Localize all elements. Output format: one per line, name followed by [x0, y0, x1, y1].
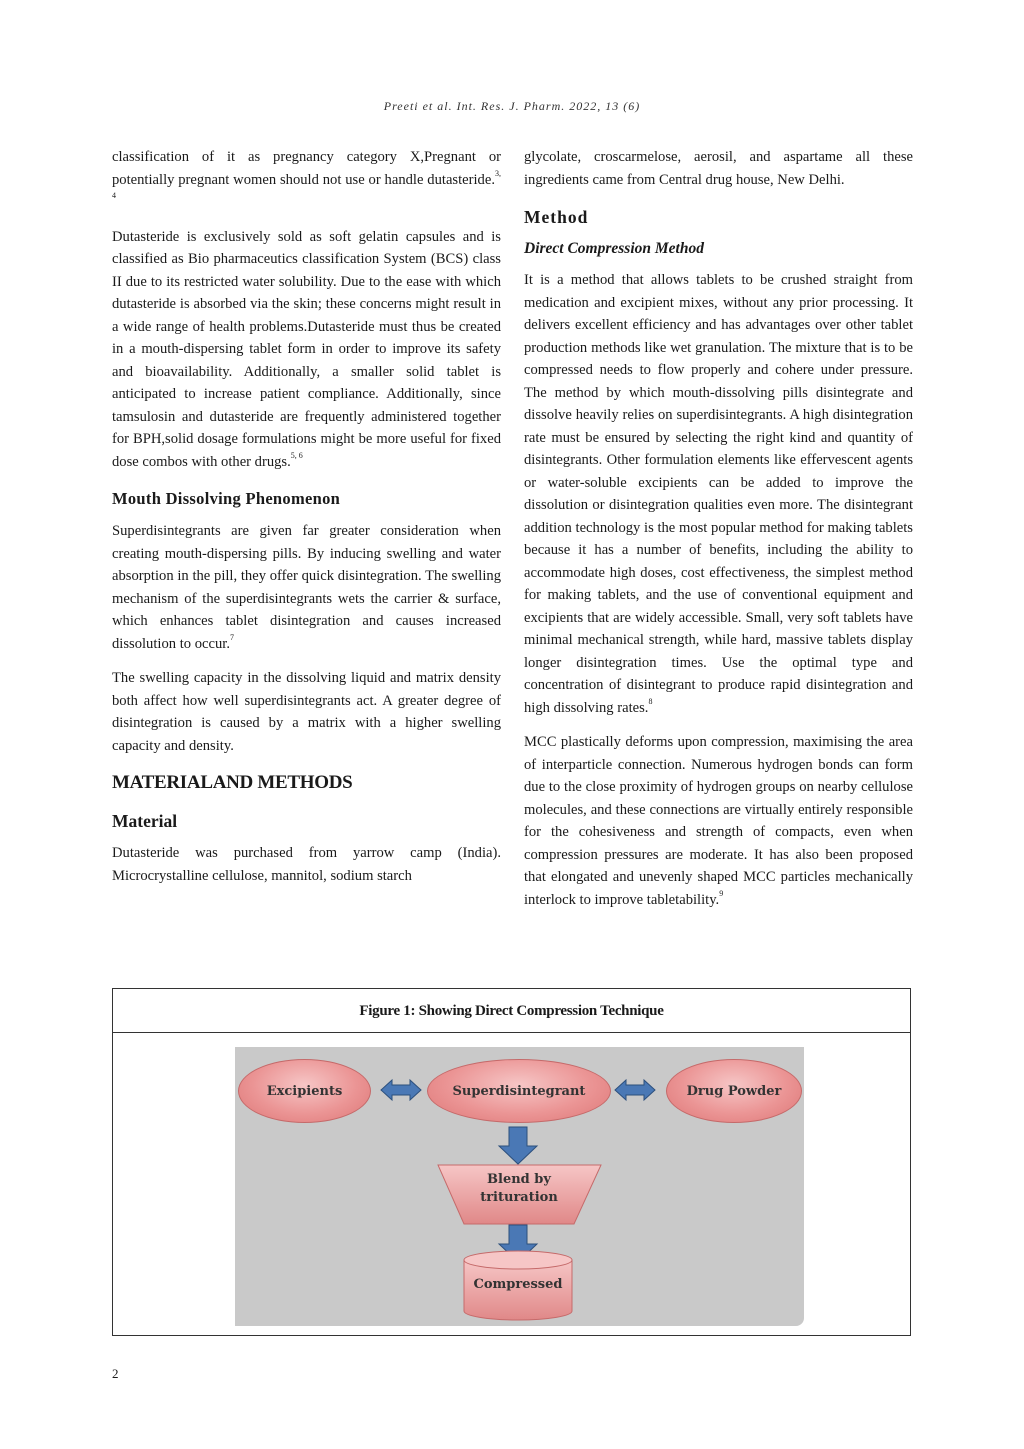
paragraph: It is a method that allows tablets to be crushed straight from medication and excipient mixes, without any prior processing. It delivers excellent efficiency and has advantages over other tablet production methods like wet granulation. The mixture that is to be compressed needs to flow properly and cohere under pressure. The method by which mouth-dissolving pills disintegrate and dissolve heavily relies on superdisintegrants. A high disintegration rate must be ensured by selecting the right kind and quantity of disintegrants. Other formulation elements like effervescent agents or water-soluble excipients can be added to improve the dissolution or disintegration qualities even more. The disintegrant addition technology is the most popular method for making tablets because it has a number of benefits, including the ability to accommodate high doses, cost effectiveness, the simplest method for making tablets, and the use of conventional equipment and excipients that are widely accessible. Small, very soft tablets have minimal mechanical strength, while hard, massive tablets display longer disintegration times. Use the optimal type and concentration of disintegrant to produce rapid disintegration and high dissolving rates.$^8$ — [524, 272, 913, 716]
superdisintegrant-node: Superdisintegrant — [427, 1059, 611, 1123]
excipients-node: Excipients — [238, 1059, 371, 1123]
paragraph: classification of it as pregnancy category X,Pregnant or potentially pregnant women should not use or handle dutasteride.$^{3, 4}$ — [112, 149, 501, 201]
paragraph: glycolate, croscarmelose, aerosil, and aspartame all these ingredients came from Central drug house, New Delhi. — [524, 149, 913, 188]
paragraph: Dutasteride was purchased from yarrow camp (India). Microcrystalline cellulose, mannitol, sodium starch — [112, 845, 501, 884]
down-arrow-icon — [499, 1127, 537, 1164]
left-column — [112, 146, 501, 899]
right-column — [524, 146, 913, 923]
compressed-label: Compressed — [473, 1277, 563, 1292]
section-heading: Mouth Dissolving Phenomenon — [112, 489, 341, 508]
paragraph: Dutasteride is exclusively sold as soft gelatin capsules and is classified as Bio pharmaceutics classification System (BCS) class II due to its restricted water solubility. Due to the ease with which dutasteride is absorbed via the skin; these concerns might result in a wide range of health problems.Dutasteride must thus be created in a mouth-dispersing tablet form in order to improve its safety and bioavailability. Additionally, a smaller solid tablet is anticipated to increase patient compliance. Additionally, since tamsulosin and dutasteride are frequently administered together for BPH,solid dosage formulations might be more useful for fixed dose combos with other drugs.$^{5, 6}$ — [112, 228, 501, 470]
subsection-heading: Material — [112, 811, 178, 831]
blend-label: Blend by trituration — [480, 1172, 558, 1205]
paragraph: Superdisintegrants are given far greater consideration when creating mouth-dispersing pills. By inducing swelling and water absorption in the pill, they offer quick disintegration. The swelling mechanism of the superdisintegrants wets the carrier & surface, which enhances tablet disintegration and causes increased dissolution to occur.$^7$ — [112, 523, 501, 652]
page-number: 2 — [112, 1366, 119, 1381]
figure-caption: Figure 1: Showing Direct Compression Technique — [113, 989, 910, 1033]
subsection-heading: Method — [524, 207, 589, 227]
double-arrow-icon — [615, 1080, 655, 1100]
figure — [112, 988, 911, 1336]
paragraph: The swelling capacity in the dissolving liquid and matrix density both affect how well superdisintegrants act. A greater degree of disintegration is caused by a matrix with a higher swelling capacity and density. — [112, 670, 501, 754]
subsubsection-heading: Direct Compression Method — [524, 240, 704, 257]
drug-powder-node: Drug Powder — [666, 1059, 802, 1123]
double-arrow-icon — [381, 1080, 421, 1100]
paragraph: MCC plastically deforms upon compression, maximising the area of interparticle connection. Numerous hydrogen bonds can form due to the close proximity of hydrogen groups on nearby cellulose molecules, and these connections are virtually entirely responsible for the cohesiveness and strength of compacts, even when compression pressures are moderate. It has also been proposed that elongated and unevenly shaped MCC particles mechanically interlock to improve tabletability.$^9$ — [524, 734, 913, 908]
flow-diagram — [235, 1047, 804, 1326]
section-heading: MATERIALAND METHODS — [112, 772, 353, 793]
running-header: Preeti et al. Int. Res. J. Pharm. 2022, 13 (6) — [383, 99, 641, 113]
